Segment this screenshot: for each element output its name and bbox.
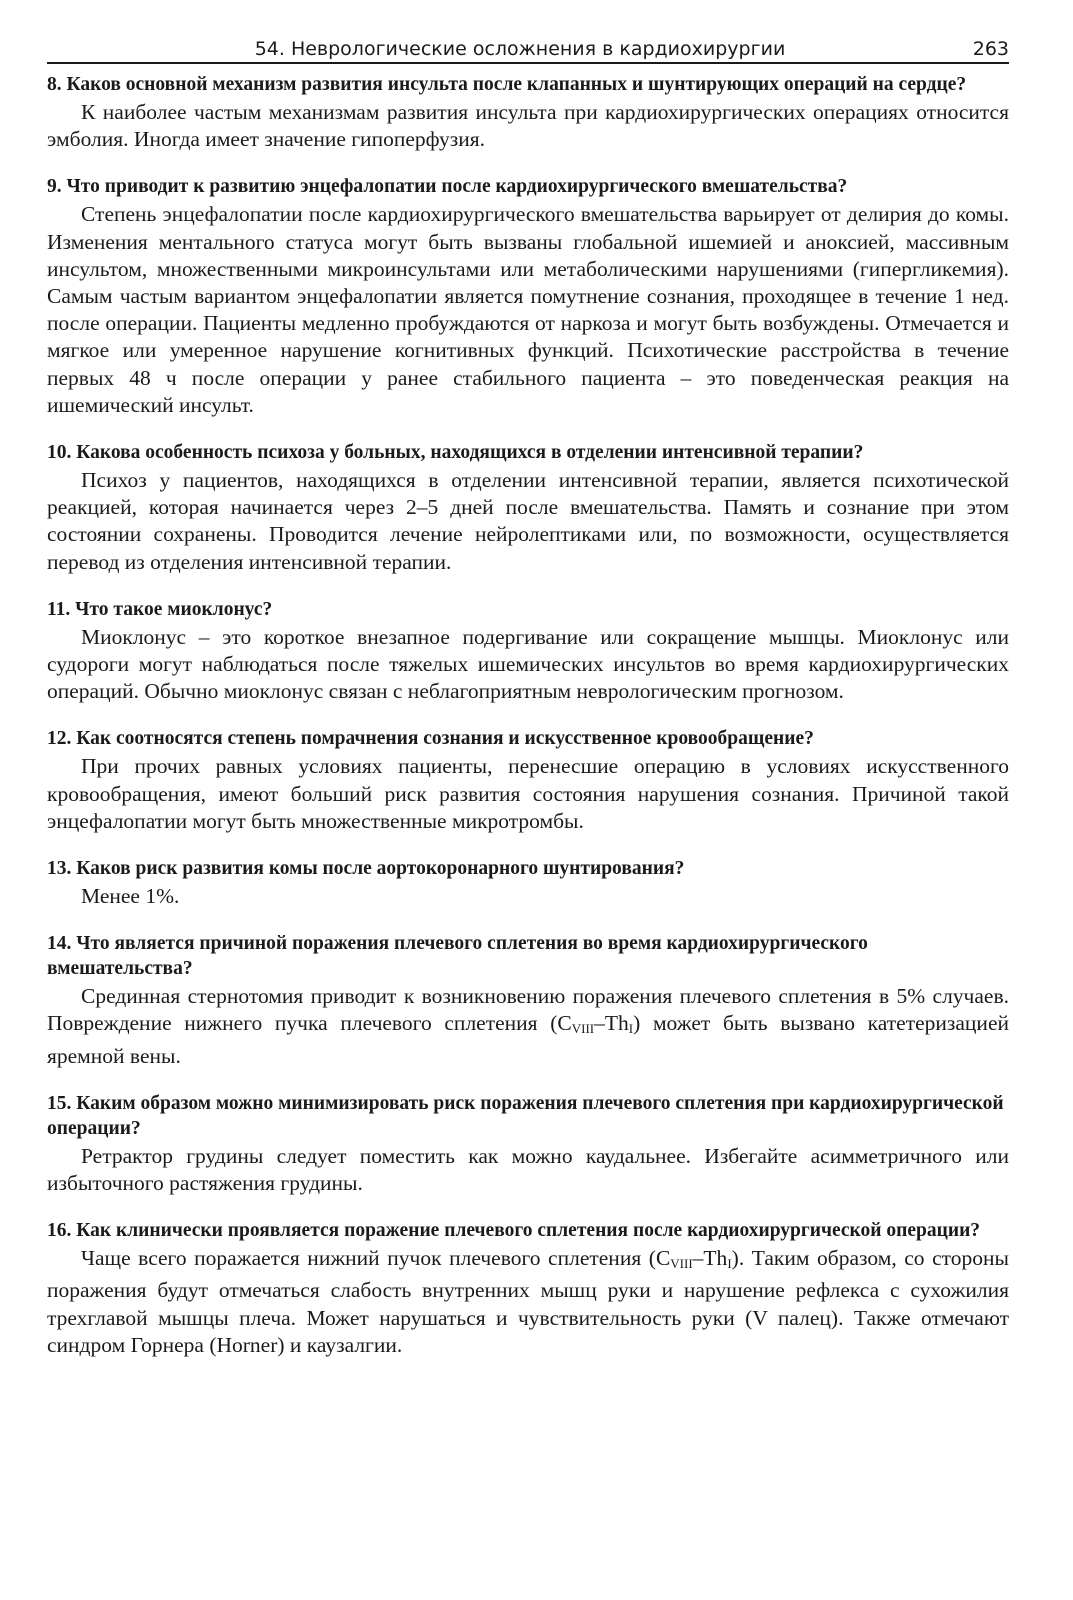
subscript: VIII — [571, 1021, 595, 1037]
question: 11. Что такое миоклонус? — [47, 598, 273, 620]
answer-text: –Th — [594, 1011, 629, 1036]
qa-item-12 — [47, 726, 1009, 835]
question: 15. Каким образом можно минимизировать риск поражения плечевого сплетения при кардиохирургической операции? — [47, 1092, 1004, 1139]
answer-text: Срединная стернотомия приводит к возникновению поражения плечевого сплетения в 5% случаев. Повреждение нижнего пучка плечевого сплетения (C — [47, 984, 1009, 1036]
answer-text: Чаще всего поражается нижний пучок плечевого сплетения (C — [81, 1246, 671, 1271]
answer: Ретрактор грудины следует поместить как можно каудальнее. Избегайте асимметричного или избыточного растяжения грудины. — [47, 1143, 1009, 1196]
question: 16. Как клинически проявляется поражение плечевого сплетения после кардиохирургической операции? — [47, 1220, 981, 1242]
qa-item-14 — [47, 931, 1009, 1070]
qa-item-11 — [47, 597, 1009, 706]
answer: При прочих равных условиях пациенты, перенесшие операцию в условиях искусственного кровообращения, имеют больший риск развития состояния нарушения сознания. Причиной такой энцефалопатии могут быть множественные микротромбы. — [47, 754, 1009, 833]
qa-item-8 — [47, 72, 1009, 153]
running-header — [47, 28, 1009, 64]
question: 10. Какова особенность психоза у больных, находящихся в отделении интенсивной терапии? — [47, 442, 864, 464]
subscript: I — [727, 1256, 732, 1272]
question: 8. Каков основной механизм развития инсульта после клапанных и шунтирующих операций на сердце? — [47, 74, 967, 95]
question: 14. Что является причиной поражения плечевого сплетения во время кардиохирургического вмешательства? — [47, 933, 868, 980]
qa-item-13 — [47, 856, 1009, 910]
answer-text: ). Таким образом, со стороны поражения будут отмечаться слабость внутренних мышц руки и нарушение рефлекса с сухожилия трехглавой мышцы плеча. Может нарушаться и чувствительность руки (V палец). Также отмечают синдром Горнера (Horner) и каузалгии. — [47, 1246, 1009, 1357]
answer: К наиболее частым механизмам развития инсульта при кардиохирургических операциях относится эмболия. Иногда имеет значение гипоперфузия. — [47, 100, 1009, 152]
qa-item-9 — [47, 174, 1009, 419]
answer-text: –Th — [692, 1246, 728, 1271]
qa-item-15 — [47, 1091, 1009, 1197]
answer: Степень энцефалопатии после кардиохирургического вмешательства варьирует от делирия до комы. Изменения ментального статуса могут быть вызваны глобальной ишемией и аноксией, массивным инсультом, множественными микроинсультами или метаболическими нарушениями (гипергликемия). Самым частым вариантом энцефалопатии является помутнение сознания, проходящее в течение 1 нед. после операции. Пациенты медленно пробуждаются от наркоза и могут быть возбуждены. Отмечается и мягкое или умеренное нарушение когнитивных функций. Психотические расстройства в течение первых 48 ч после операции у ранее стабильного пациента – это поведенческая реакция на ишемический инсульт. — [47, 202, 1009, 417]
qa-item-10 — [47, 440, 1009, 576]
page-number: 263 — [972, 38, 1009, 60]
answer-text: ) может быть вызвано катетеризацией яремной вены. — [47, 1011, 1009, 1068]
answer: Психоз у пациентов, находящихся в отделении интенсивной терапии, является психотической реакцией, которая начинается через 2–5 дней после вмешательства. Память и сознание при этом состоянии сохранены. Проводится лечение нейролептиками или, по возможности, осуществляется перевод из отделения интенсивной терапии. — [47, 468, 1009, 574]
answer: Миоклонус – это короткое внезапное подергивание или сокращение мышцы. Миоклонус или судороги могут наблюдаться после тяжелых ишемических инсультов во время кардиохирургических операций. Обычно миоклонус связан с неблагоприятным неврологическим прогнозом. — [47, 624, 1009, 704]
answer — [47, 983, 1009, 1070]
answer: Менее 1%. — [81, 884, 180, 909]
qa-item-16 — [47, 1218, 1009, 1359]
subscript: I — [628, 1021, 634, 1037]
book-page — [47, 28, 1009, 1359]
question: 13. Каков риск развития комы после аортокоронарного шунтирования? — [47, 858, 685, 880]
subscript: VIII — [670, 1256, 693, 1272]
chapter-title: 54. Неврологические осложнения в кардиохирургии — [254, 38, 786, 60]
question: 12. Как соотносятся степень помрачнения сознания и искусственное кровообращение? — [47, 728, 814, 750]
answer — [47, 1245, 1009, 1359]
question: 9. Что приводит к развитию энцефалопатии после кардиохирургического вмешательства? — [47, 176, 848, 198]
